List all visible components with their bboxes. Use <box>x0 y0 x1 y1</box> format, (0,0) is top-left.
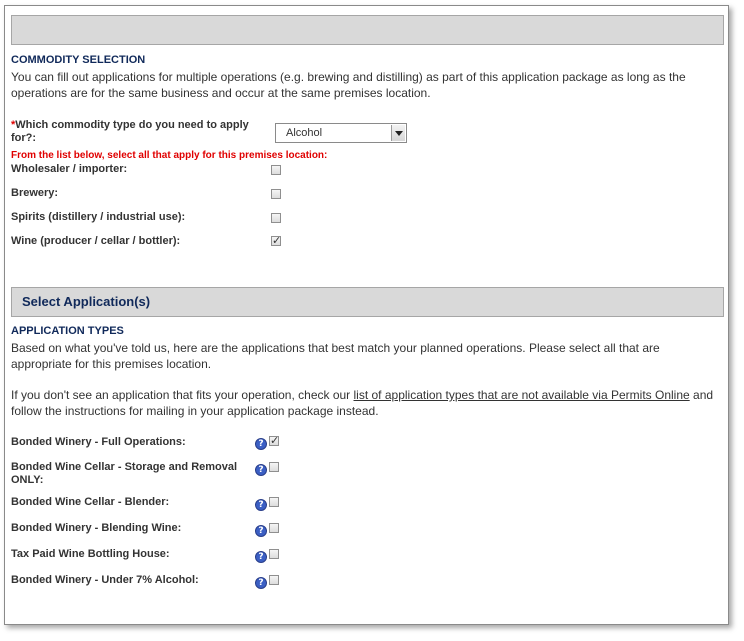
application-description-line2: appropriate for this premises location. <box>11 357 212 371</box>
help-icon[interactable]: ? <box>255 551 267 563</box>
commodity-option-checkbox-wholesaler[interactable] <box>271 165 281 175</box>
commodity-option-label-wholesaler: Wholesaler / importer: <box>11 163 128 175</box>
top-header-bar <box>11 15 724 45</box>
application-type-checkbox-tax-paid-bottling[interactable] <box>269 549 279 559</box>
application-types-heading: APPLICATION TYPES <box>11 325 124 337</box>
application-type-label-full-operations: Bonded Winery - Full Operations: <box>11 436 186 448</box>
application-type-checkbox-storage-removal[interactable] <box>269 462 279 472</box>
commodity-option-label-wine: Wine (producer / cellar / bottler): <box>11 235 181 247</box>
unavailable-application-types-link[interactable]: list of application types that are not available via Permits Online <box>353 388 690 402</box>
chevron-down-icon[interactable] <box>391 125 405 141</box>
select-applications-section-bar <box>11 287 724 317</box>
commodity-option-checkbox-brewery[interactable] <box>271 189 281 199</box>
application-type-label-tax-paid-bottling: Tax Paid Wine Bottling House: <box>11 548 170 560</box>
application-type-label-under-7-alcohol: Bonded Winery - Under 7% Alcohol: <box>11 574 199 586</box>
application-note-line2: follow the instructions for mailing in your application package instead. <box>11 404 379 418</box>
application-type-checkbox-cellar-blender[interactable] <box>269 497 279 507</box>
commodity-question-line1 <box>11 119 249 132</box>
commodity-option-checkbox-wine[interactable] <box>271 236 281 246</box>
help-icon[interactable]: ? <box>255 577 267 589</box>
application-note-line1 <box>11 387 713 403</box>
commodity-question-text: Which commodity type do you need to apply <box>15 119 249 131</box>
application-type-checkbox-under-7-alcohol[interactable] <box>269 575 279 585</box>
commodity-type-selected-value: Alcohol <box>286 127 323 139</box>
commodity-instruction: From the list below, select all that apply for this premises location: <box>11 150 328 161</box>
application-description-line1: Based on what you've told us, here are the applications that best match your planned operations. Please select all that are <box>11 341 660 355</box>
commodity-description-line2: operations are for the same business and occur at the same premises location. <box>11 86 431 100</box>
commodity-option-label-spirits: Spirits (distillery / industrial use): <box>11 211 186 223</box>
commodity-option-label-brewery: Brewery: <box>11 187 59 199</box>
commodity-question-line2: for?: <box>11 132 37 144</box>
required-marker: * <box>11 119 16 131</box>
commodity-description-line1: You can fill out applications for multiple operations (e.g. brewing and distilling) as part of this application package as long as the <box>11 70 686 84</box>
help-icon[interactable]: ? <box>255 499 267 511</box>
application-type-checkbox-full-operations[interactable] <box>269 436 279 446</box>
help-icon[interactable]: ? <box>255 525 267 537</box>
commodity-type-select[interactable] <box>275 123 407 143</box>
commodity-heading: COMMODITY SELECTION <box>11 54 146 66</box>
application-type-label-blending-wine: Bonded Winery - Blending Wine: <box>11 522 182 534</box>
help-icon[interactable]: ? <box>255 438 267 450</box>
application-type-label-storage-removal-line2: ONLY: <box>11 474 44 486</box>
note-suffix: and <box>689 388 714 402</box>
commodity-option-checkbox-spirits[interactable] <box>271 213 281 223</box>
application-form-panel <box>4 5 729 625</box>
application-type-label-storage-removal: Bonded Wine Cellar - Storage and Removal <box>11 461 238 473</box>
help-icon[interactable]: ? <box>255 464 267 476</box>
section-title: Select Application(s) <box>22 294 151 309</box>
application-type-checkbox-blending-wine[interactable] <box>269 523 279 533</box>
application-type-label-cellar-blender: Bonded Wine Cellar - Blender: <box>11 496 170 508</box>
note-prefix: If you don't see an application that fits your operation, check our <box>11 388 354 402</box>
